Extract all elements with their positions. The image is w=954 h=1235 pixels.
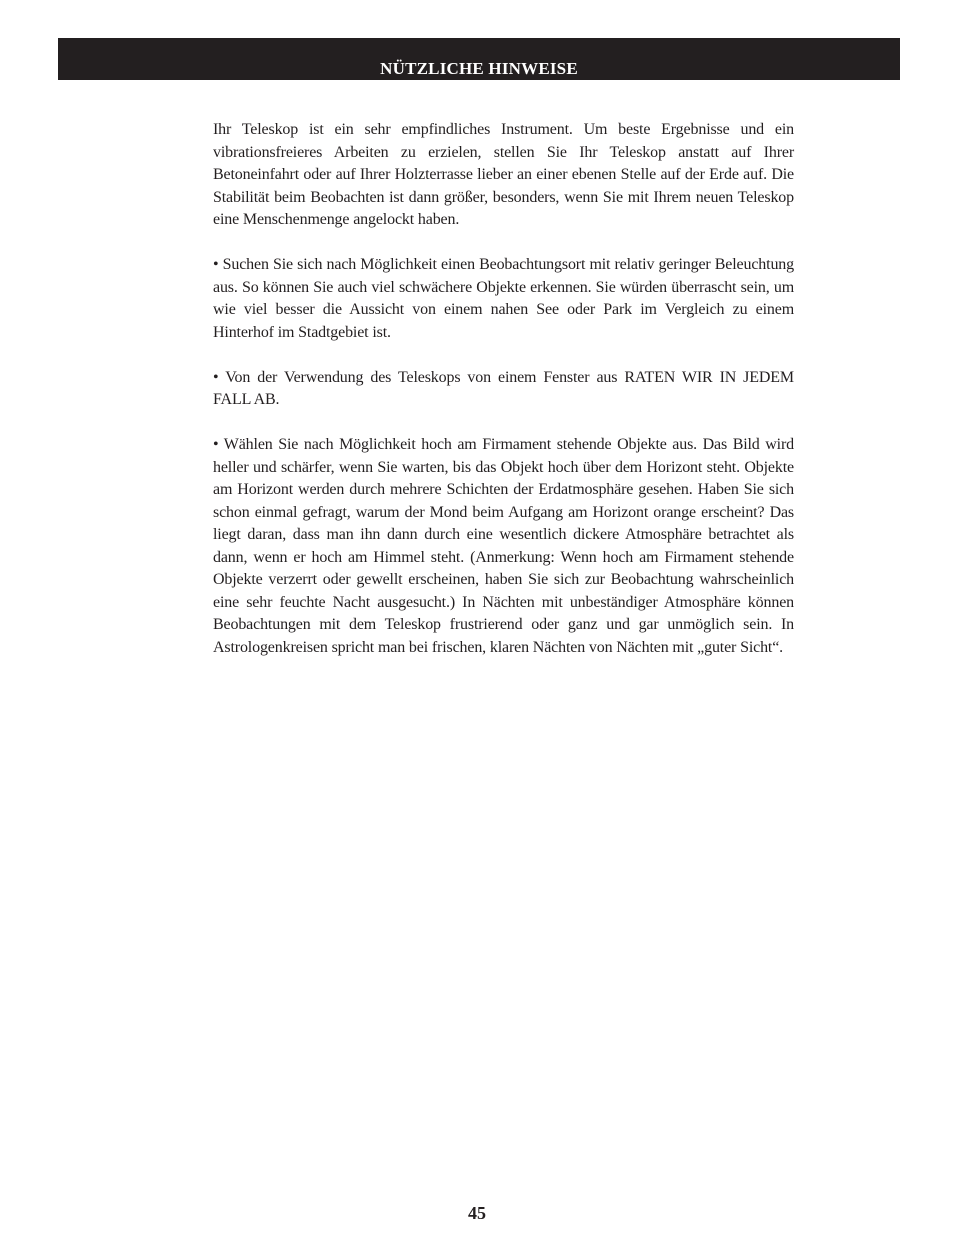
- section-title: NÜTZLICHE HINWEISE: [380, 59, 578, 78]
- section-header-bar: [58, 38, 900, 80]
- tip-high-objects: • Wählen Sie nach Möglichkeit hoch am Firmament stehende Objekte aus. Das Bild wird heller und schärfer, wenn Sie warten, bis das Objekt hoch über dem Horizont steht. Objekte am Horizont werden durch mehrere Schichten der Erdatmosphäre gesehen. Haben Sie sich schon einmal gefragt, warum der Mond beim Aufgang am Horizont orange erscheint? Das liegt daran, dass man ihn dann durch eine wesentlich dickere Atmosphäre betrachtet als dann, wenn er hoch am Himmel steht. (Anmerkung: Wenn hoch am Firmament stehende Objekte verzerrt oder gewellt erscheinen, haben Sie sich zur Beobachtung wahrscheinlich eine sehr feuchte Nacht ausgesucht.) In Nächten mit unbeständiger Atmosphäre können Beobachtungen mit dem Teleskop frustrierend oder ganz und gar unmöglich sein. In Astrologenkreisen spricht man bei frischen, klaren Nächten von Nächten mit „guter Sicht“.: [213, 436, 794, 656]
- page-number: 45: [468, 1203, 486, 1223]
- tip-window-warning: • Von der Verwendung des Teleskops von einem Fenster aus RATEN WIR IN JEDEM FALL AB.: [213, 368, 794, 408]
- body-text: [213, 119, 794, 682]
- intro-paragraph: Ihr Teleskop ist ein sehr empfindliches Instrument. Um beste Ergebnisse und ein vibrationsfreieres Arbeiten zu erzielen, stellen Sie Ihr Teleskop anstatt auf Ihrer Betoneinfahrt oder auf Ihrer Holzterrasse lieber an einer ebenen Stelle auf der Erde auf. Die Stabilität beim Beobachten ist dann größer, besonders, wenn Sie mit Ihrem neuen Teleskop eine Menschenmenge angelockt haben.: [213, 121, 794, 228]
- tip-observation-site: • Suchen Sie sich nach Möglichkeit einen Beobachtungsort mit relativ geringer Beleuchtung aus. So können Sie auch viel schwächere Objekte erkennen. Sie würden überrascht sein, um wie viel besser die Aussicht von einem nahen See oder Park im Vergleich zu einem Hinterhof im Stadtgebiet ist.: [213, 256, 794, 341]
